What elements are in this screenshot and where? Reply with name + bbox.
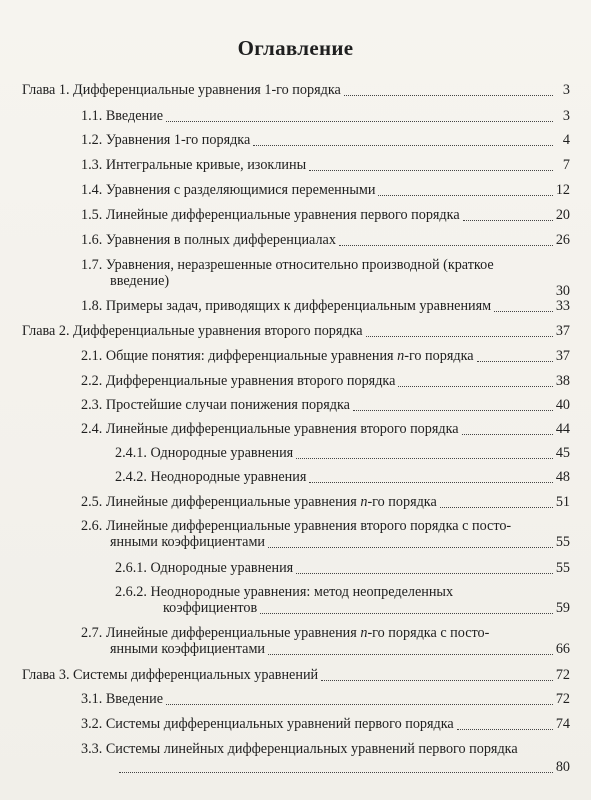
toc-entry-1-7-line1[interactable]: 1.7. Уравнения, неразрешенные относительно производной (краткое — [81, 257, 494, 273]
toc-entry-1-6[interactable]: 1.6. Уравнения в полных дифференциалах 26 — [81, 232, 570, 248]
toc-entry-chapter-2[interactable]: Глава 2. Дифференциальные уравнения второго порядка 37 — [22, 323, 570, 339]
toc-entry-1-5[interactable]: 1.5. Линейные дифференциальные уравнения первого порядка 20 — [81, 207, 570, 223]
toc-entry-1-8[interactable]: 1.8. Примеры задач, приводящих к дифференциальным уравнениям 33 — [81, 298, 570, 314]
toc-entry-2-4[interactable]: 2.4. Линейные дифференциальные уравнения второго порядка 44 — [81, 421, 570, 437]
toc-entry-1-7[interactable]: введение) 30 — [110, 273, 570, 299]
page-title: Оглавление — [237, 36, 354, 60]
toc-entry-chapter-1[interactable]: Глава 1. Дифференциальные уравнения 1-го порядка 3 — [22, 82, 570, 98]
toc-entry-3-3[interactable]: 80 — [116, 759, 570, 776]
toc-entry-1-1[interactable]: 1.1. Введение 3 — [81, 108, 570, 124]
toc-entry-3-1[interactable]: 3.1. Введение 72 — [81, 691, 570, 707]
toc-entry-1-2[interactable]: 1.2. Уравнения 1-го порядка 4 — [81, 132, 570, 148]
toc-entry-2-7-line1[interactable]: 2.7. Линейные дифференциальные уравнения n-го порядка с посто- — [81, 625, 490, 641]
toc-entry-2-6-2[interactable]: коэффициентов 59 — [163, 600, 570, 616]
toc-entry-2-2[interactable]: 2.2. Дифференциальные уравнения второго порядка 38 — [81, 373, 570, 389]
toc-entry-chapter-3[interactable]: Глава 3. Системы дифференциальных уравнений 72 — [22, 667, 570, 683]
toc-entry-2-1[interactable]: 2.1. Общие понятия: дифференциальные уравнения n-го порядка 37 — [81, 348, 570, 364]
toc-entry-2-4-2[interactable]: 2.4.2. Неоднородные уравнения 48 — [115, 469, 570, 485]
toc-entry-2-6[interactable]: янными коэффициентами 55 — [110, 534, 570, 550]
toc-entry-2-6-1[interactable]: 2.6.1. Однородные уравнения 55 — [115, 560, 570, 576]
toc-entry-1-3[interactable]: 1.3. Интегральные кривые, изоклины 7 — [81, 157, 570, 173]
toc-entry-2-3[interactable]: 2.3. Простейшие случаи понижения порядка 40 — [81, 397, 570, 413]
toc-entry-2-4-1[interactable]: 2.4.1. Однородные уравнения 45 — [115, 445, 570, 461]
toc-entry-2-6-2-line1[interactable]: 2.6.2. Неоднородные уравнения: метод неопределенных — [115, 584, 454, 600]
toc-entry-1-4[interactable]: 1.4. Уравнения с разделяющимися переменными 12 — [81, 182, 570, 198]
toc-entry-2-6-line1[interactable]: 2.6. Линейные дифференциальные уравнения второго порядка с посто- — [81, 518, 512, 534]
toc-entry-3-3-line1[interactable]: 3.3. Системы линейных дифференциальных уравнений первого порядка — [81, 741, 518, 757]
toc-entry-3-2[interactable]: 3.2. Системы дифференциальных уравнений первого порядка 74 — [81, 716, 570, 732]
toc-entry-2-7[interactable]: янными коэффициентами 66 — [110, 641, 570, 657]
toc-entry-2-5[interactable]: 2.5. Линейные дифференциальные уравнения n-го порядка 51 — [81, 494, 570, 510]
